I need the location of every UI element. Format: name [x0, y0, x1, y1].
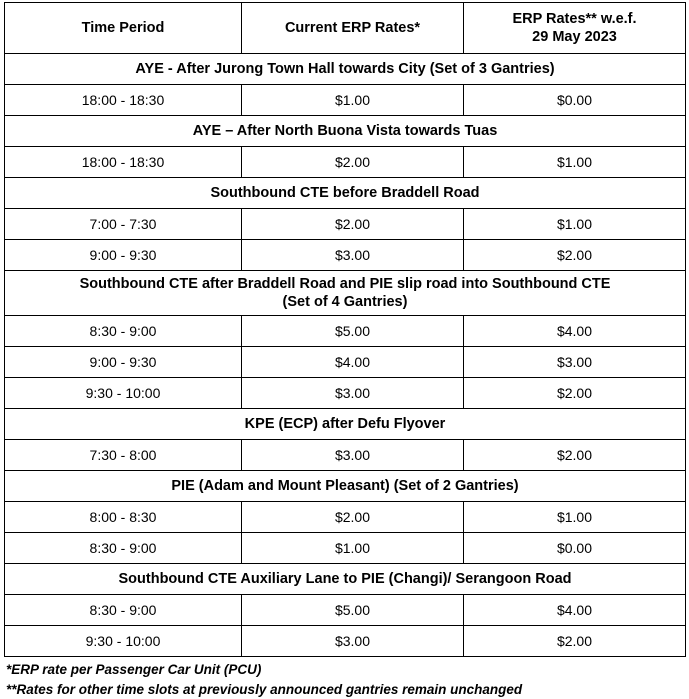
- table-row: [5, 502, 686, 533]
- column-header-current-rates: Current ERP Rates*: [242, 3, 464, 54]
- cell-current-rate: $2.00: [242, 502, 464, 533]
- table-row: [5, 347, 686, 378]
- section-header-row: [5, 178, 686, 209]
- cell-time-period: 9:00 - 9:30: [5, 347, 242, 378]
- section-header-row: [5, 54, 686, 85]
- table-row: [5, 533, 686, 564]
- cell-current-rate: $3.00: [242, 440, 464, 471]
- cell-new-rate: $2.00: [464, 240, 686, 271]
- cell-new-rate: $4.00: [464, 316, 686, 347]
- table-body: [5, 54, 686, 657]
- section-title-line1: Southbound CTE after Braddell Road and PIE slip road into Southbound CTE: [79, 275, 611, 292]
- section-title: PIE (Adam and Mount Pleasant) (Set of 2 Gantries): [5, 471, 686, 502]
- section-title: AYE - After Jurong Town Hall towards City (Set of 3 Gantries): [5, 54, 686, 85]
- cell-current-rate: $3.00: [242, 626, 464, 657]
- cell-current-rate: $4.00: [242, 347, 464, 378]
- table-row: [5, 316, 686, 347]
- section-header-row: [5, 409, 686, 440]
- footnote-other-time-slots: **Rates for other time slots at previously announced gantries remain unchanged: [6, 681, 523, 697]
- cell-current-rate: $5.00: [242, 316, 464, 347]
- cell-new-rate: $2.00: [464, 626, 686, 657]
- cell-new-rate: $1.00: [464, 147, 686, 178]
- cell-current-rate: $5.00: [242, 595, 464, 626]
- column-header-new-rates-line2: 29 May 2023: [532, 29, 617, 45]
- table-row: [5, 240, 686, 271]
- section-header-row: [5, 271, 686, 316]
- section-header-row: [5, 471, 686, 502]
- cell-new-rate: $2.00: [464, 378, 686, 409]
- table-header-row: [5, 3, 686, 54]
- erp-rates-table: [4, 2, 686, 657]
- section-title: Southbound CTE before Braddell Road: [5, 178, 686, 209]
- cell-current-rate: $3.00: [242, 378, 464, 409]
- cell-new-rate: $4.00: [464, 595, 686, 626]
- cell-current-rate: $1.00: [242, 85, 464, 116]
- footnote-erp-rate-pcu: *ERP rate per Passenger Car Unit (PCU): [6, 662, 262, 677]
- section-title-line2: (Set of 4 Gantries): [282, 294, 408, 310]
- cell-time-period: 9:30 - 10:00: [5, 378, 242, 409]
- cell-new-rate: $0.00: [464, 533, 686, 564]
- cell-current-rate: $3.00: [242, 240, 464, 271]
- cell-current-rate: $1.00: [242, 533, 464, 564]
- table-row: [5, 595, 686, 626]
- section-title: AYE – After North Buona Vista towards Tuas: [5, 116, 686, 147]
- cell-time-period: 18:00 - 18:30: [5, 85, 242, 116]
- cell-new-rate: $3.00: [464, 347, 686, 378]
- section-header-row: [5, 564, 686, 595]
- table-row: [5, 440, 686, 471]
- section-header-row: [5, 116, 686, 147]
- table-row: [5, 378, 686, 409]
- table-row: [5, 626, 686, 657]
- cell-current-rate: $2.00: [242, 147, 464, 178]
- cell-time-period: 7:00 - 7:30: [5, 209, 242, 240]
- table-row: [5, 209, 686, 240]
- cell-new-rate: $2.00: [464, 440, 686, 471]
- section-title: Southbound CTE Auxiliary Lane to PIE (Changi)/ Serangoon Road: [5, 564, 686, 595]
- table-row: [5, 147, 686, 178]
- cell-new-rate: $1.00: [464, 502, 686, 533]
- column-header-time-period: Time Period: [5, 3, 242, 54]
- footnotes: [4, 660, 685, 699]
- table-row: [5, 85, 686, 116]
- section-title: [5, 271, 686, 316]
- cell-time-period: 9:00 - 9:30: [5, 240, 242, 271]
- cell-current-rate: $2.00: [242, 209, 464, 240]
- cell-new-rate: $1.00: [464, 209, 686, 240]
- column-header-new-rates-line1: ERP Rates** w.e.f.: [512, 10, 637, 27]
- cell-time-period: 8:30 - 9:00: [5, 595, 242, 626]
- cell-time-period: 8:30 - 9:00: [5, 316, 242, 347]
- cell-time-period: 18:00 - 18:30: [5, 147, 242, 178]
- cell-time-period: 9:30 - 10:00: [5, 626, 242, 657]
- cell-new-rate: $0.00: [464, 85, 686, 116]
- cell-time-period: 8:00 - 8:30: [5, 502, 242, 533]
- cell-time-period: 8:30 - 9:00: [5, 533, 242, 564]
- column-header-new-rates: [464, 3, 686, 54]
- cell-time-period: 7:30 - 8:00: [5, 440, 242, 471]
- section-title: KPE (ECP) after Defu Flyover: [5, 409, 686, 440]
- table-header: [5, 3, 686, 54]
